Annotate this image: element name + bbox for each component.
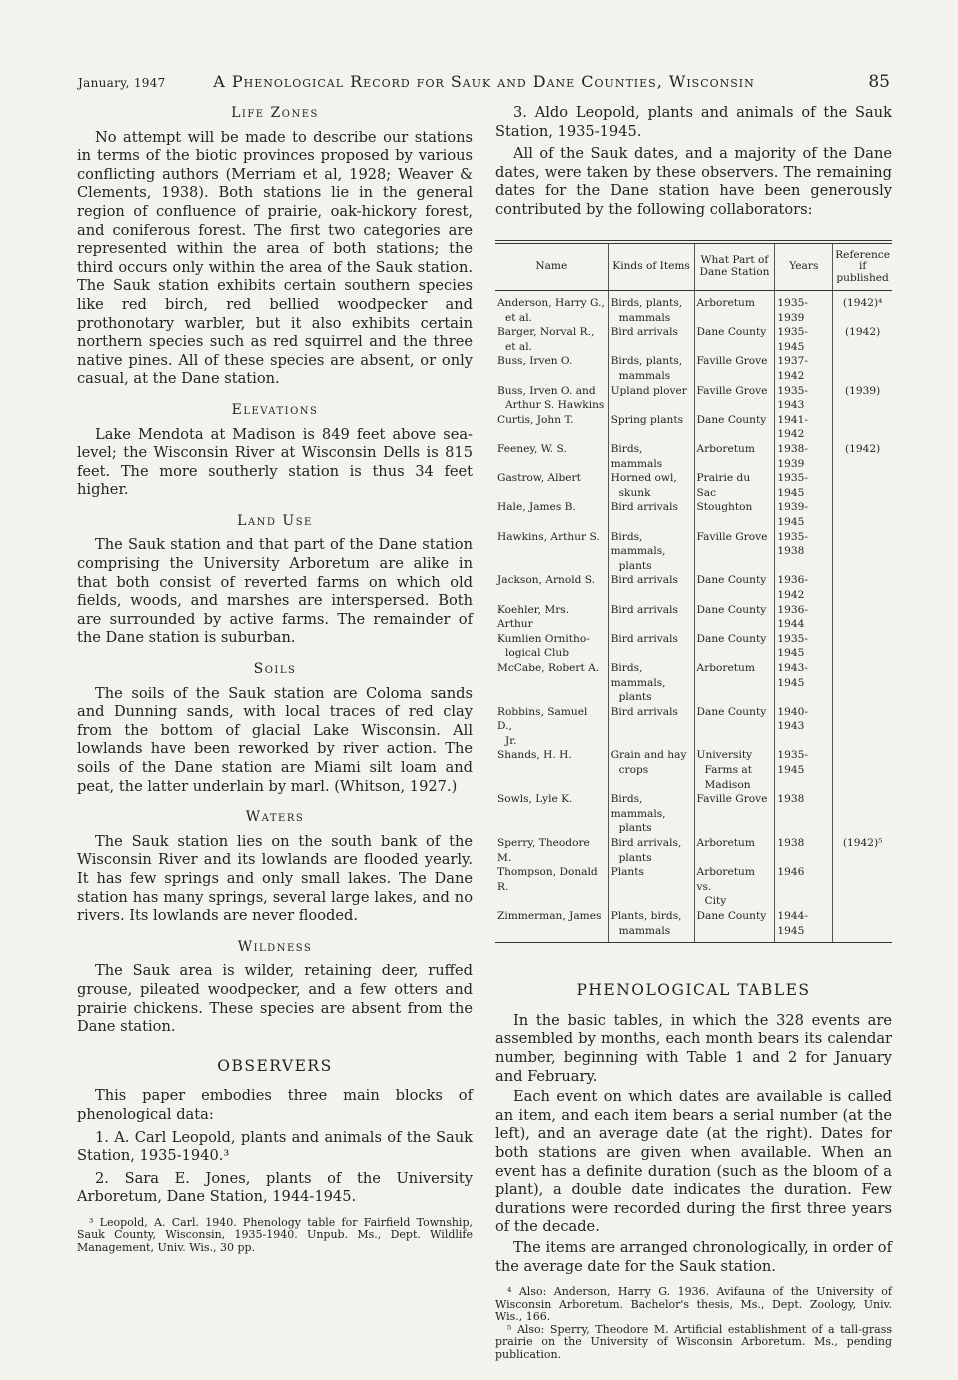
table-row bbox=[495, 836, 892, 865]
cell-part-line: Faville Grove bbox=[696, 355, 768, 368]
cell-years-line: 1938 bbox=[777, 837, 805, 850]
cell-part bbox=[694, 603, 775, 632]
cell-years-line: 1935-1943 bbox=[777, 384, 808, 412]
cell-part-line: Faville Grove bbox=[696, 793, 768, 806]
cell-kinds bbox=[608, 354, 694, 383]
header-title: A Phenological Record for Sauk and Dane Counties, Wisconsin bbox=[213, 72, 755, 91]
cell-years-line: 1936-1942 bbox=[777, 574, 808, 601]
table-row bbox=[495, 442, 892, 471]
cell-name bbox=[495, 354, 608, 383]
cell-kinds bbox=[608, 471, 694, 500]
cell-kinds-line: Birds, mammals bbox=[610, 443, 663, 470]
cell-kinds-line: Bird arrivals bbox=[610, 705, 678, 718]
cell-kinds bbox=[608, 603, 694, 632]
cell-kinds-line: Grain and hay bbox=[610, 749, 687, 762]
cell-kinds-line: mammals bbox=[618, 311, 671, 324]
cell-reference bbox=[833, 354, 892, 383]
cell-years bbox=[775, 865, 833, 909]
table-row bbox=[495, 792, 892, 836]
cell-part bbox=[694, 836, 775, 865]
cell-kinds bbox=[608, 632, 694, 661]
cell-kinds-line: mammals bbox=[618, 924, 671, 937]
cell-reference bbox=[833, 291, 892, 326]
cell-years bbox=[775, 291, 833, 326]
cell-reference bbox=[833, 325, 892, 354]
para-collaborators: All of the Sauk dates, and a majority of the Dane dates, were taken by these observers. The remaining dates for the Dane station have been generously contributed by the following collaborators: bbox=[495, 145, 892, 218]
cell-reference bbox=[833, 632, 892, 661]
table-row bbox=[495, 325, 892, 354]
cell-reference bbox=[833, 471, 892, 500]
cell-kinds bbox=[608, 413, 694, 442]
cell-kinds-line: Bird arrivals bbox=[610, 632, 678, 645]
cell-reference-line: (1942)⁵ bbox=[842, 837, 883, 850]
cell-reference bbox=[833, 442, 892, 471]
cell-part bbox=[694, 792, 775, 836]
cell-part bbox=[694, 705, 775, 749]
para-land-use: The Sauk station and that part of the Dane station comprising the University Arboretum are alike in that both consist of reverted farms on which old fields, woods, and marshes are interspersed. Both are surrounded by active farms. The remainder of the Dane station is suburban. bbox=[77, 536, 473, 647]
cell-kinds bbox=[608, 705, 694, 749]
cell-reference bbox=[833, 865, 892, 909]
cell-part-line: Madison bbox=[704, 778, 751, 791]
cell-reference bbox=[833, 705, 892, 749]
cell-kinds-line: Birds, mammals, bbox=[610, 661, 666, 689]
cell-reference-line: (1939) bbox=[844, 384, 881, 397]
cell-kinds-line: skunk bbox=[618, 486, 651, 499]
cell-years bbox=[775, 632, 833, 661]
cell-years bbox=[775, 705, 833, 749]
cell-kinds-line: Spring plants bbox=[610, 413, 684, 426]
cell-kinds bbox=[608, 792, 694, 836]
cell-kinds bbox=[608, 291, 694, 326]
cell-part-line: Arboretum bbox=[696, 443, 755, 455]
cell-part bbox=[694, 354, 775, 383]
cell-kinds-line: plants bbox=[618, 822, 652, 835]
cell-part bbox=[694, 573, 775, 602]
cell-kinds-line: Birds, mammals, bbox=[610, 530, 666, 558]
left-column bbox=[77, 104, 473, 1254]
cell-kinds-line: Bird arrivals bbox=[610, 574, 678, 587]
cell-part-line: Prairie du Sac bbox=[696, 472, 751, 499]
cell-name bbox=[495, 865, 608, 909]
cell-name-line: Buss, Irven O. bbox=[497, 355, 573, 368]
cell-years-line: 1935-1945 bbox=[777, 472, 808, 499]
cell-reference bbox=[833, 384, 892, 413]
cell-kinds-line: Plants bbox=[610, 866, 644, 879]
cell-kinds bbox=[608, 661, 694, 705]
cell-name-line: Shands, H. H. bbox=[497, 749, 572, 762]
cell-years-line: 1940-1943 bbox=[777, 705, 808, 733]
para-life-zones: No attempt will be made to describe our stations in terms of the biotic provinces proposed by various conflicting authors (Merriam et al, 1928; Weaver & Clements, 1938). Both stations lie in the general region of confluence of prairie, oak-hickory forest, and coniferous forest. The first two categories are represented within the area of both stations; the third occurs only within the area of the Sauk station. The Sauk station exhibits certain southern species like red birch, red bellied woodpecker and prothonotary warbler, but it also exhibits certain northern species such as red squirrel and the three native pines. All of these species are absent, or only casual, at the Dane station. bbox=[77, 128, 473, 388]
cell-part-line: Faville Grove bbox=[696, 384, 768, 397]
col-header-name: Name bbox=[495, 244, 608, 291]
cell-years bbox=[775, 471, 833, 500]
table-row bbox=[495, 530, 892, 574]
cell-kinds bbox=[608, 865, 694, 909]
cell-years bbox=[775, 792, 833, 836]
cell-kinds bbox=[608, 573, 694, 602]
cell-kinds-line: Bird arrivals, bbox=[610, 837, 682, 850]
cell-part-line: University bbox=[696, 749, 753, 762]
cell-years bbox=[775, 661, 833, 705]
cell-name-line: Robbins, Samuel D., bbox=[497, 705, 588, 733]
cell-name-line: Barger, Norval R., bbox=[497, 326, 595, 339]
collaborators-table bbox=[495, 244, 892, 943]
table-row bbox=[495, 500, 892, 529]
cell-years bbox=[775, 500, 833, 529]
cell-part-line: Dane County bbox=[696, 413, 767, 426]
cell-name-line: et al. bbox=[505, 311, 532, 324]
cell-name-line: Jr. bbox=[505, 734, 517, 747]
cell-years bbox=[775, 413, 833, 442]
cell-name bbox=[495, 661, 608, 705]
heading-phenological-tables: PHENOLOGICAL TABLES bbox=[576, 981, 811, 1000]
heading-observers: OBSERVERS bbox=[217, 1056, 333, 1075]
cell-years bbox=[775, 836, 833, 865]
cell-part-line: Dane County bbox=[696, 574, 767, 587]
cell-part-line: Dane County bbox=[696, 705, 767, 718]
cell-kinds bbox=[608, 384, 694, 413]
cell-name-line: McCabe, Robert A. bbox=[497, 661, 600, 674]
cell-name bbox=[495, 573, 608, 602]
table-row bbox=[495, 471, 892, 500]
cell-name bbox=[495, 384, 608, 413]
para-phenological-3: The items are arranged chronologically, in order of the average date for the Sauk station. bbox=[495, 1238, 892, 1275]
cell-years-line: 1944-1945 bbox=[777, 910, 808, 937]
cell-part bbox=[694, 500, 775, 529]
table-row bbox=[495, 632, 892, 661]
table-row bbox=[495, 603, 892, 632]
cell-reference bbox=[833, 661, 892, 705]
cell-kinds-line: Birds, plants, bbox=[610, 297, 683, 310]
cell-reference-line: (1942)⁴ bbox=[842, 297, 883, 310]
cell-years-line: 1938 bbox=[777, 793, 805, 806]
table-row bbox=[495, 748, 892, 792]
cell-kinds-line: Bird arrivals bbox=[610, 603, 678, 616]
cell-name bbox=[495, 792, 608, 836]
cell-reference bbox=[833, 836, 892, 865]
cell-years-line: 1946 bbox=[777, 866, 805, 879]
col-header-years: Years bbox=[775, 244, 833, 291]
col-header-kinds: Kinds of Items bbox=[608, 244, 694, 291]
cell-years-line: 1941-1942 bbox=[777, 413, 808, 441]
cell-kinds-line: Birds, mammals, bbox=[610, 793, 666, 820]
cell-name bbox=[495, 836, 608, 865]
cell-part bbox=[694, 865, 775, 909]
cell-name bbox=[495, 705, 608, 749]
page-number: 85 bbox=[868, 72, 890, 92]
cell-kinds bbox=[608, 836, 694, 865]
cell-part bbox=[694, 325, 775, 354]
cell-part bbox=[694, 661, 775, 705]
para-wildness: The Sauk area is wilder, retaining deer, ruffed grouse, pileated woodpecker, and a few otters and prairie chickens. These species are absent from the Dane station. bbox=[77, 962, 473, 1036]
table-row bbox=[495, 909, 892, 942]
cell-part bbox=[694, 748, 775, 792]
cell-kinds bbox=[608, 748, 694, 792]
header-date: January, 1947 bbox=[78, 76, 166, 90]
cell-years bbox=[775, 384, 833, 413]
cell-kinds-line: plants bbox=[618, 851, 652, 864]
cell-reference bbox=[833, 748, 892, 792]
cell-name bbox=[495, 603, 608, 632]
cell-reference bbox=[833, 603, 892, 632]
cell-reference-line: (1942) bbox=[844, 443, 881, 455]
para-elevations: Lake Mendota at Madison is 849 feet above sea-level; the Wisconsin River at Wisconsin Dells is 815 feet. The more southerly station is thus 34 feet higher. bbox=[77, 425, 473, 499]
table-row bbox=[495, 661, 892, 705]
heading-life-zones: Life Zones bbox=[231, 105, 319, 121]
cell-name-line: Feeney, W. S. bbox=[497, 443, 567, 455]
heading-waters: Waters bbox=[245, 809, 305, 826]
cell-part bbox=[694, 632, 775, 661]
cell-years-line: 1943-1945 bbox=[777, 661, 808, 689]
cell-part-line: Dane County bbox=[696, 632, 767, 645]
cell-years-line: 1939-1945 bbox=[777, 501, 808, 528]
cell-part-line: Arboretum vs. bbox=[696, 866, 755, 893]
cell-name bbox=[495, 748, 608, 792]
cell-part bbox=[694, 384, 775, 413]
cell-name bbox=[495, 632, 608, 661]
heading-soils: Soils bbox=[253, 661, 297, 678]
cell-part bbox=[694, 471, 775, 500]
cell-part-line: Dane County bbox=[696, 603, 767, 616]
cell-name-line: logical Club bbox=[505, 647, 570, 660]
cell-part bbox=[694, 530, 775, 574]
heading-land-use: Land Use bbox=[237, 512, 313, 529]
cell-name bbox=[495, 325, 608, 354]
cell-part bbox=[694, 909, 775, 942]
cell-name-line: Buss, Irven O. and bbox=[497, 384, 596, 397]
cell-years-line: 1936-1944 bbox=[777, 603, 808, 631]
cell-name-line: Arthur S. Hawkins bbox=[505, 399, 605, 412]
cell-kinds bbox=[608, 909, 694, 942]
cell-part-line: Faville Grove bbox=[696, 530, 768, 543]
cell-kinds bbox=[608, 500, 694, 529]
running-header bbox=[78, 72, 890, 94]
cell-years bbox=[775, 530, 833, 574]
cell-years bbox=[775, 354, 833, 383]
col-header-reference: Reference if published bbox=[833, 244, 892, 291]
cell-reference bbox=[833, 573, 892, 602]
footnote-3: ³ Leopold, A. Carl. 1940. Phenology table for Fairfield Township, Sauk County, Wisconsin, 1935-1940. Unpub. Ms., Dept. Wildlife Management, Univ. Wis., 30 pp. bbox=[77, 1215, 473, 1254]
cell-years-line: 1938-1939 bbox=[777, 443, 808, 470]
cell-kinds bbox=[608, 530, 694, 574]
cell-years bbox=[775, 325, 833, 354]
cell-years-line: 1935-1939 bbox=[777, 297, 808, 324]
cell-name-line: Sowls, Lyle K. bbox=[497, 793, 573, 806]
cell-years-line: 1935-1945 bbox=[777, 632, 808, 660]
cell-years bbox=[775, 909, 833, 942]
cell-kinds-line: Horned owl, bbox=[610, 472, 677, 485]
cell-kinds-line: Bird arrivals bbox=[610, 501, 678, 514]
cell-part-line: Dane County bbox=[696, 910, 767, 922]
table-header-row bbox=[495, 244, 892, 291]
cell-name bbox=[495, 471, 608, 500]
cell-kinds-line: mammals bbox=[618, 370, 671, 383]
cell-kinds-line: Bird arrivals bbox=[610, 326, 678, 339]
cell-years bbox=[775, 573, 833, 602]
cell-years bbox=[775, 603, 833, 632]
cell-name bbox=[495, 413, 608, 442]
cell-years bbox=[775, 442, 833, 471]
cell-reference bbox=[833, 530, 892, 574]
table-row bbox=[495, 384, 892, 413]
cell-part-line: Arboretum bbox=[696, 837, 755, 850]
observer-item-3: 3. Aldo Leopold, plants and animals of the Sauk Station, 1935-1945. bbox=[495, 104, 892, 140]
cell-reference bbox=[833, 792, 892, 836]
cell-reference-line: (1942) bbox=[844, 326, 881, 339]
cell-name-line: Curtis, John T. bbox=[497, 413, 574, 426]
cell-name-line: Anderson, Harry G., bbox=[497, 297, 605, 310]
cell-name-line: Hale, James B. bbox=[497, 501, 576, 514]
table-row bbox=[495, 705, 892, 749]
cell-years bbox=[775, 748, 833, 792]
para-phenological-1: In the basic tables, in which the 328 events are assembled by months, each month bears its calendar number, beginning with Table 1 and 2 for January and February. bbox=[495, 1011, 892, 1085]
cell-name-line: Kumlien Ornitho- bbox=[497, 632, 590, 645]
cell-name-line: Sperry, Theodore M. bbox=[497, 837, 590, 864]
para-soils: The soils of the Sauk station are Coloma sands and Dunning sands, with local traces of red clay from the bottom of glacial Lake Wisconsin. All lowlands have been reworked by river action. The soils of the Dane station are Miami silt loam and peat, the latter underlain by marl. (Whitson, 1927.) bbox=[77, 684, 473, 795]
cell-part-line: Stoughton bbox=[696, 501, 753, 514]
cell-kinds-line: Plants, birds, bbox=[610, 910, 682, 922]
cell-name-line: Thompson, Donald R. bbox=[497, 866, 598, 893]
cell-years-line: 1935-1945 bbox=[777, 326, 808, 353]
right-column bbox=[495, 104, 892, 1361]
cell-name bbox=[495, 500, 608, 529]
cell-name-line: Zimmerman, James bbox=[497, 910, 602, 922]
cell-name bbox=[495, 530, 608, 574]
cell-part-line: Dane County bbox=[696, 326, 767, 339]
cell-name-line: Gastrow, Albert bbox=[497, 472, 581, 485]
cell-kinds-line: plants bbox=[618, 691, 652, 704]
cell-part-line: Arboretum bbox=[696, 661, 755, 674]
cell-kinds bbox=[608, 442, 694, 471]
cell-name-line: Koehler, Mrs. Arthur bbox=[497, 603, 570, 631]
cell-reference bbox=[833, 413, 892, 442]
heading-elevations: Elevations bbox=[231, 401, 319, 418]
table-row bbox=[495, 573, 892, 602]
cell-part-line: Farms at bbox=[704, 764, 752, 777]
observer-item-1: 1. A. Carl Leopold, plants and animals of the Sauk Station, 1935-1940.³ bbox=[77, 1128, 473, 1165]
cell-name bbox=[495, 442, 608, 471]
cell-years-line: 1937-1942 bbox=[777, 355, 808, 383]
footnote-4: ⁴ Also: Anderson, Harry G. 1936. Avifauna of the University of Wisconsin Arboretum. Bachelor's thesis, Ms., Dept. Zoology, Univ. Wis., 166. bbox=[495, 1285, 892, 1324]
table-row bbox=[495, 354, 892, 383]
cell-name bbox=[495, 291, 608, 326]
para-phenological-2: Each event on which dates are available is called an item, and each item bears a serial number (at the left), and an average date (at the right). Dates for both stations are given when available. When an event has a definite duration (such as the bloom of a plant), a double date indicates the duration. Few durations were recorded during the first three years of the decade. bbox=[495, 1088, 892, 1236]
table-row bbox=[495, 413, 892, 442]
heading-wildness: Wildness bbox=[237, 938, 313, 955]
cell-part bbox=[694, 291, 775, 326]
para-waters: The Sauk station lies on the south bank of the Wisconsin River and its lowlands are flooded yearly. It has few springs and only small lakes. The Dane station has many springs, several large lakes, and no rivers. Its lowlands are never flooded. bbox=[77, 832, 473, 925]
cell-years-line: 1935-1945 bbox=[777, 749, 808, 777]
cell-name-line: Hawkins, Arthur S. bbox=[497, 530, 600, 543]
cell-kinds-line: Upland plover bbox=[610, 384, 687, 397]
footnote-5: ⁵ Also: Sperry, Theodore M. Artificial establishment of a tall-grass prairie on the University of Wisconsin Arboretum. Ms., pending publication. bbox=[495, 1322, 892, 1361]
cell-part-line: City bbox=[704, 895, 727, 908]
para-observers-intro: This paper embodies three main blocks of phenological data: bbox=[77, 1087, 473, 1123]
cell-kinds bbox=[608, 325, 694, 354]
cell-name-line: et al. bbox=[505, 340, 532, 353]
cell-kinds-line: crops bbox=[618, 764, 649, 777]
observer-item-2: 2. Sara E. Jones, plants of the University Arboretum, Dane Station, 1944-1945. bbox=[77, 1169, 473, 1206]
cell-years-line: 1935-1938 bbox=[777, 530, 808, 558]
cell-part bbox=[694, 442, 775, 471]
col-header-part: What Part of Dane Station bbox=[694, 244, 775, 291]
cell-reference bbox=[833, 500, 892, 529]
cell-name bbox=[495, 909, 608, 942]
table-row bbox=[495, 865, 892, 909]
table-row bbox=[495, 291, 892, 326]
cell-kinds-line: Birds, plants, bbox=[610, 355, 683, 368]
cell-name-line: Jackson, Arnold S. bbox=[497, 574, 595, 587]
table-body bbox=[495, 291, 892, 943]
cell-part bbox=[694, 413, 775, 442]
cell-part-line: Arboretum bbox=[696, 297, 755, 310]
cell-reference bbox=[833, 909, 892, 942]
cell-kinds-line: plants bbox=[618, 559, 652, 572]
